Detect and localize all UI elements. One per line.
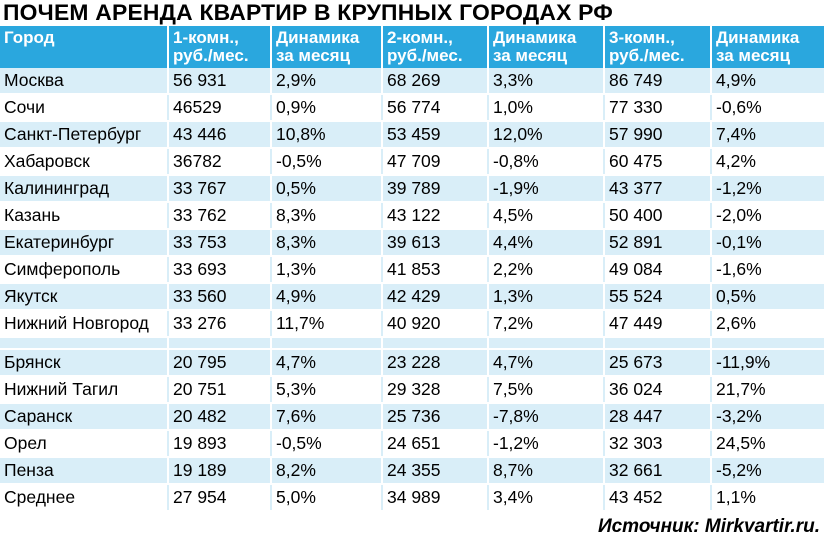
value-cell: 43 446 [168,121,271,148]
table-row [0,256,824,283]
value-cell: 43 377 [604,175,711,202]
table-row [0,202,824,229]
value-cell: 33 753 [168,229,271,256]
table-row [0,484,824,511]
separator-cell [711,337,824,349]
city-cell: Нижний Тагил [0,376,168,403]
page-title: ПОЧЕМ АРЕНДА КВАРТИР В КРУПНЫХ ГОРОДАХ РФ [3,0,614,25]
column-header [271,26,382,68]
value-cell: 39 789 [382,175,488,202]
table-row [0,283,824,310]
value-cell: 19 189 [168,457,271,484]
column-header-line: 1-комн., [173,28,239,47]
column-header-line: за месяц [493,46,568,65]
value-cell: 7,4% [711,121,824,148]
value-cell: 1,1% [711,484,824,511]
value-cell: 0,5% [271,175,382,202]
value-cell: 24,5% [711,430,824,457]
separator-cell [604,337,711,349]
value-cell: 8,7% [488,457,604,484]
city-cell: Саранск [0,403,168,430]
column-header-line: 3-комн., [609,28,675,47]
value-cell: 4,9% [711,68,824,94]
table-header-row [0,26,824,68]
value-cell: -0,6% [711,94,824,121]
column-header [382,26,488,68]
value-cell: 4,5% [488,202,604,229]
value-cell: 2,6% [711,310,824,337]
table-row [0,310,824,337]
value-cell: 42 429 [382,283,488,310]
value-cell: 49 084 [604,256,711,283]
value-cell: -2,0% [711,202,824,229]
table-body [0,68,824,511]
separator-cell [271,337,382,349]
value-cell: -1,9% [488,175,604,202]
value-cell: 4,4% [488,229,604,256]
value-cell: 56 931 [168,68,271,94]
column-header-line: за месяц [276,46,351,65]
value-cell: 20 795 [168,349,271,376]
value-cell: 36 024 [604,376,711,403]
value-cell: 19 893 [168,430,271,457]
value-cell: 55 524 [604,283,711,310]
source-note: Источник: Mirkvartir.ru. [594,516,820,538]
value-cell: 52 891 [604,229,711,256]
value-cell: 0,5% [711,283,824,310]
city-cell: Казань [0,202,168,229]
value-cell: -1,2% [488,430,604,457]
value-cell: 8,2% [271,457,382,484]
table-row [0,229,824,256]
value-cell: 10,8% [271,121,382,148]
column-header [488,26,604,68]
value-cell: 4,7% [271,349,382,376]
value-cell: 43 122 [382,202,488,229]
column-header-line: руб./мес. [173,46,249,65]
city-cell: Нижний Новгород [0,310,168,337]
value-cell: 7,2% [488,310,604,337]
value-cell: 29 328 [382,376,488,403]
city-cell: Симферополь [0,256,168,283]
value-cell: 68 269 [382,68,488,94]
value-cell: 1,3% [488,283,604,310]
value-cell: 20 751 [168,376,271,403]
value-cell: -7,8% [488,403,604,430]
separator-cell [168,337,271,349]
value-cell: 8,3% [271,202,382,229]
value-cell: 36782 [168,148,271,175]
value-cell: 33 276 [168,310,271,337]
value-cell: -5,2% [711,457,824,484]
table-row [0,68,824,94]
table-row [0,148,824,175]
value-cell: 1,0% [488,94,604,121]
value-cell: 27 954 [168,484,271,511]
city-cell: Екатеринбург [0,229,168,256]
table-row [0,121,824,148]
value-cell: 25 736 [382,403,488,430]
table-row [0,403,824,430]
column-header-line: Динамика [276,28,360,47]
value-cell: 57 990 [604,121,711,148]
value-cell: 7,5% [488,376,604,403]
city-cell: Санкт-Петербург [0,121,168,148]
value-cell: 33 560 [168,283,271,310]
separator-cell [382,337,488,349]
separator-cell [488,337,604,349]
value-cell: 53 459 [382,121,488,148]
value-cell: 34 989 [382,484,488,511]
value-cell: 4,9% [271,283,382,310]
value-cell: 24 651 [382,430,488,457]
separator-row [0,337,824,349]
table-row [0,376,824,403]
value-cell: 43 452 [604,484,711,511]
value-cell: 25 673 [604,349,711,376]
value-cell: 47 449 [604,310,711,337]
value-cell: 12,0% [488,121,604,148]
column-header-line: Динамика [493,28,577,47]
value-cell: 24 355 [382,457,488,484]
value-cell: 46529 [168,94,271,121]
value-cell: -0,1% [711,229,824,256]
city-cell: Якутск [0,283,168,310]
value-cell: 28 447 [604,403,711,430]
value-cell: -1,6% [711,256,824,283]
value-cell: 33 693 [168,256,271,283]
column-header [168,26,271,68]
value-cell: 39 613 [382,229,488,256]
value-cell: 0,9% [271,94,382,121]
column-header-line: руб./мес. [387,46,463,65]
value-cell: 7,6% [271,403,382,430]
value-cell: 56 774 [382,94,488,121]
value-cell: 33 762 [168,202,271,229]
value-cell: 23 228 [382,349,488,376]
value-cell: 3,3% [488,68,604,94]
column-header-line: за месяц [716,46,791,65]
value-cell: 3,4% [488,484,604,511]
city-cell: Пенза [0,457,168,484]
value-cell: 4,2% [711,148,824,175]
column-header [711,26,824,68]
table-row [0,430,824,457]
value-cell: 50 400 [604,202,711,229]
value-cell: 60 475 [604,148,711,175]
city-cell: Москва [0,68,168,94]
column-header [604,26,711,68]
value-cell: 32 661 [604,457,711,484]
value-cell: 1,3% [271,256,382,283]
value-cell: 11,7% [271,310,382,337]
value-cell: -1,2% [711,175,824,202]
table-row [0,94,824,121]
value-cell: 77 330 [604,94,711,121]
value-cell: 86 749 [604,68,711,94]
value-cell: -0,5% [271,430,382,457]
city-cell: Орел [0,430,168,457]
value-cell: -11,9% [711,349,824,376]
city-cell: Калининград [0,175,168,202]
value-cell: 47 709 [382,148,488,175]
value-cell: 40 920 [382,310,488,337]
city-cell: Сочи [0,94,168,121]
value-cell: 33 767 [168,175,271,202]
value-cell: -3,2% [711,403,824,430]
value-cell: 20 482 [168,403,271,430]
table-row [0,349,824,376]
value-cell: -0,5% [271,148,382,175]
column-header-line: 2-комн., [387,28,453,47]
table-row [0,457,824,484]
value-cell: 32 303 [604,430,711,457]
column-header-line: Город [4,28,55,47]
value-cell: 4,7% [488,349,604,376]
value-cell: 2,9% [271,68,382,94]
city-cell: Хабаровск [0,148,168,175]
table-row [0,175,824,202]
city-cell: Среднее [0,484,168,511]
city-cell: Брянск [0,349,168,376]
value-cell: -0,8% [488,148,604,175]
column-header-line: Динамика [716,28,800,47]
value-cell: 8,3% [271,229,382,256]
value-cell: 2,2% [488,256,604,283]
separator-cell [0,337,168,349]
column-header-line: руб./мес. [609,46,685,65]
value-cell: 5,0% [271,484,382,511]
column-header [0,26,168,68]
value-cell: 5,3% [271,376,382,403]
value-cell: 21,7% [711,376,824,403]
value-cell: 41 853 [382,256,488,283]
rent-table [0,26,824,512]
